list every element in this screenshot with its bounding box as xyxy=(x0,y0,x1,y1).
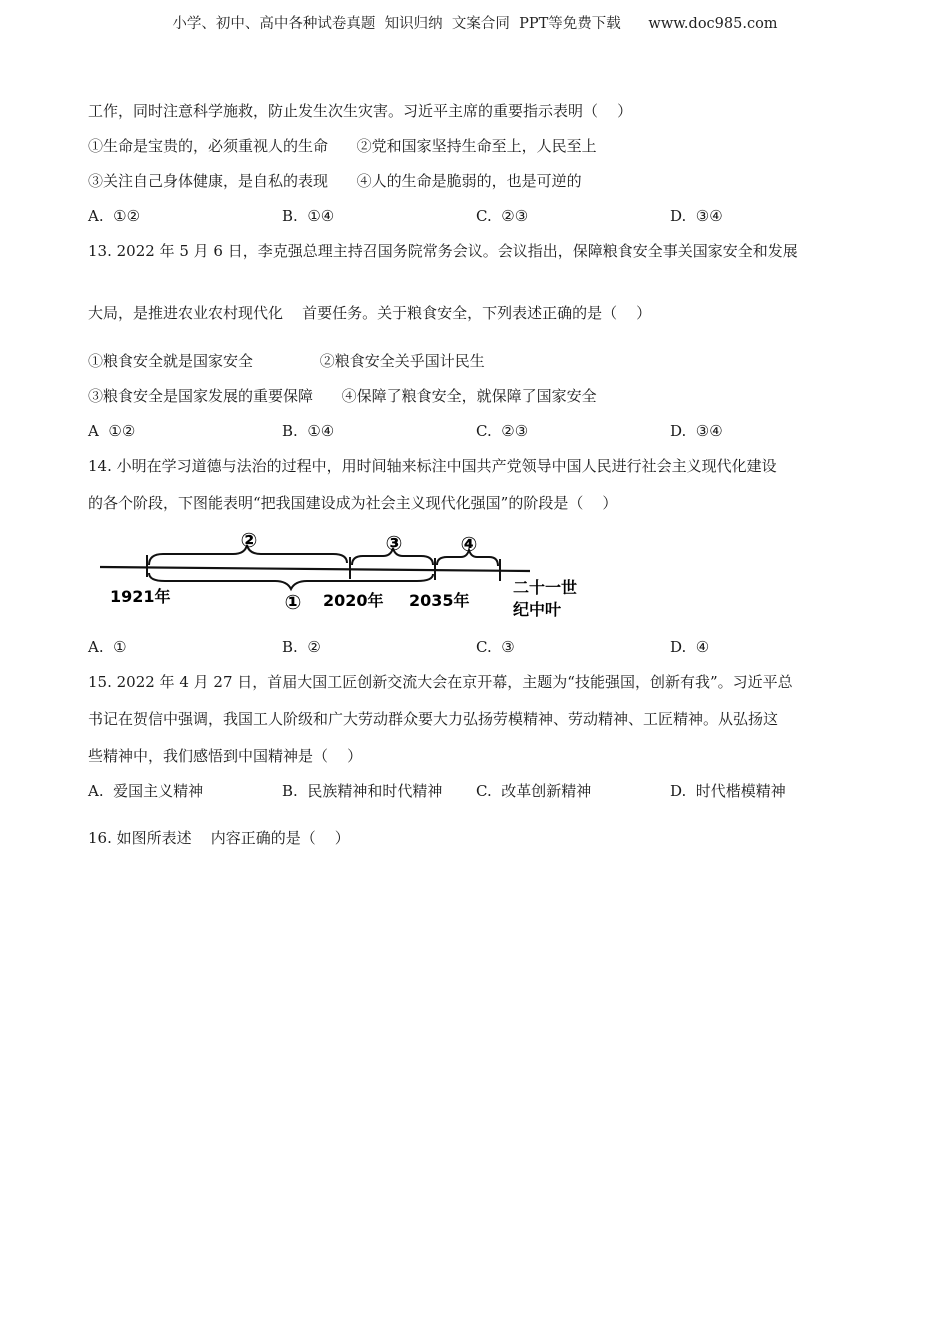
q12-option-b[interactable]: B. ①④ xyxy=(282,207,335,225)
q14-stem-line-1: 14. 小明在学习道德与法治的过程中，用时间轴来标注中国共产党领导中国人民进行社会主义现代化建设 xyxy=(88,457,777,475)
q15-option-a[interactable]: A. 爱国主义精神 xyxy=(88,782,204,800)
q13-statement-1-2: ①粮食安全就是国家安全 ②粮食安全关乎国计民生 xyxy=(88,352,485,370)
year-2020-label: 2020年 xyxy=(323,591,384,610)
mid-century-label-1: 二十一世 xyxy=(513,578,578,597)
brace-1 xyxy=(149,573,433,589)
mark-4-label: ④ xyxy=(460,532,478,556)
timeline-svg xyxy=(95,525,605,625)
q12-statement-3-4: ③关注自己身体健康，是自私的表现 ④人的生命是脆弱的，也是可逆的 xyxy=(88,172,582,190)
q14-option-a[interactable]: A. ① xyxy=(88,638,127,656)
mark-3-label: ③ xyxy=(385,531,403,555)
q14-stem-line-2: 的各个阶段，下图能表明“把我国建设成为社会主义现代化强国”的阶段是（ ） xyxy=(88,494,618,512)
q15-option-b[interactable]: B. 民族精神和时代精神 xyxy=(282,782,443,800)
year-2035-label: 2035年 xyxy=(409,591,470,610)
q13-option-c[interactable]: C. ②③ xyxy=(476,422,529,440)
mark-1-label: ① xyxy=(284,590,302,614)
year-1921-label: 1921年 xyxy=(110,587,171,606)
q13-stem-line-2: 大局，是推进农业农村现代化 首要任务。关于粮食安全，下列表述正确的是（ ） xyxy=(88,304,652,322)
q14-option-c[interactable]: C. ③ xyxy=(476,638,515,656)
timeline-axis xyxy=(100,567,530,571)
q15-stem-line-2: 书记在贺信中强调，我国工人阶级和广大劳动群众要大力弘扬劳模精神、劳动精神、工匠精神。从弘扬这 xyxy=(88,710,779,728)
q15-option-c[interactable]: C. 改革创新精神 xyxy=(476,782,592,800)
q13-option-d[interactable]: D. ③④ xyxy=(670,422,723,440)
q15-stem-line-3: 些精神中，我们感悟到中国精神是（ ） xyxy=(88,747,363,765)
q15-stem-line-1: 15. 2022 年 4 月 27 日，首届大国工匠创新交流大会在京开幕，主题为“技能强国，创新有我”。习近平总 xyxy=(88,673,793,691)
q15-option-d[interactable]: D. 时代楷模精神 xyxy=(670,782,786,800)
q13-stem-line-1: 13. 2022 年 5 月 6 日，李克强总理主持召国务院常务会议。会议指出，保障粮食安全事关国家安全和发展 xyxy=(88,242,798,260)
timeline-figure xyxy=(95,525,605,625)
q14-option-b[interactable]: B. ② xyxy=(282,638,321,656)
q12-stem-line: 工作，同时注意科学施救，防止发生次生灾害。习近平主席的重要指示表明（ ） xyxy=(88,102,633,120)
q14-option-d[interactable]: D. ④ xyxy=(670,638,710,656)
mark-2-label: ② xyxy=(240,528,258,552)
page-header: 小学、初中、高中各种试卷真题 知识归纳 文案合同 PPT等免费下载 www.doc985.com xyxy=(172,16,778,32)
q12-option-d[interactable]: D. ③④ xyxy=(670,207,723,225)
mid-century-label-2: 纪中叶 xyxy=(513,600,562,619)
q13-option-a[interactable]: A ①② xyxy=(88,422,136,440)
q12-option-a[interactable]: A. ①② xyxy=(88,207,141,225)
q13-option-b[interactable]: B. ①④ xyxy=(282,422,335,440)
q13-statement-3-4: ③粮食安全是国家发展的重要保障 ④保障了粮食安全，就保障了国家安全 xyxy=(88,387,597,405)
q16-stem-line-1: 16. 如图所表述 内容正确的是（ ） xyxy=(88,829,350,847)
q12-statement-1-2: ①生命是宝贵的，必须重视人的生命 ②党和国家坚持生命至上，人民至上 xyxy=(88,137,597,155)
q12-option-c[interactable]: C. ②③ xyxy=(476,207,529,225)
